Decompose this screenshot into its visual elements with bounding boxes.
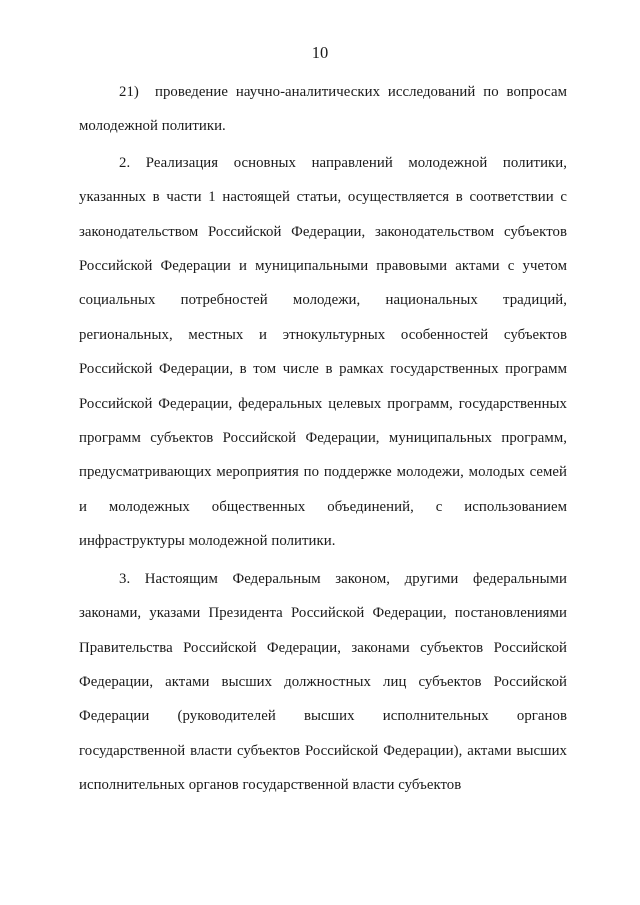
item-21-text: проведение научно-аналитических исследований по вопросам молодежной политики. xyxy=(79,84,567,135)
paragraph-part-2: 2. Реализация основных направлений молодежной политики, указанных в части 1 настоящей статьи, осуществляется в соответствии с законодательством Российской Федерации, законодательством субъектов Российской Федерации и муниципальными правовыми актами с учетом социальных потребностей молодежи, национальных традиций, региональных, местных и этнокультурных особенностей субъектов Российской Федерации, в том числе в рамках государственных программ Российской Федерации, федеральных целевых программ, государственных программ субъектов Российской Федерации, муниципальных программ, предусматривающих мероприятия по поддержке молодежи, молодых семей и молодежных общественных объединений, с использованием инфраструктуры молодежной политики. xyxy=(79,154,567,550)
item-number: 21) xyxy=(119,84,139,100)
paragraph-item-21 xyxy=(79,75,567,144)
paragraph-part-3: 3. Настоящим Федеральным законом, другими федеральными законами, указами Президента Российской Федерации, постановлениями Правительства Российской Федерации, законами субъектов Российской Федерации, актами высших должностных лиц субъектов Российской Федерации (руководителей высших исполнительных органов государственной власти субъектов Российской Федерации), актами высших исполнительных органов государственной власти субъектов xyxy=(79,570,567,794)
document-body xyxy=(79,75,567,803)
page-number: 10 xyxy=(311,43,329,62)
